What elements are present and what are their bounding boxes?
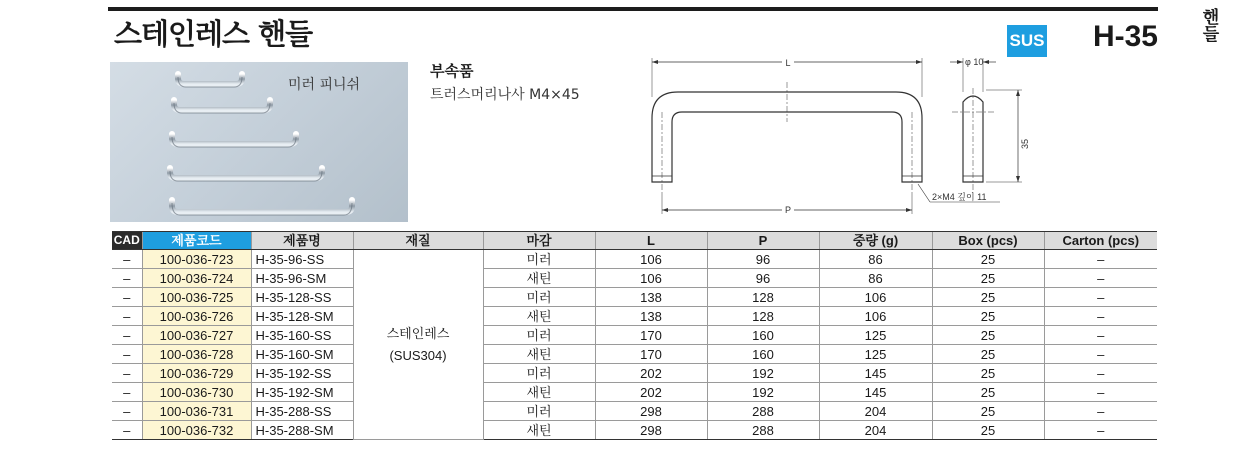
cad-cell: – bbox=[112, 383, 142, 402]
product-name-cell: H-35-160-SS bbox=[251, 326, 353, 345]
product-code-cell: 100-036-723 bbox=[142, 250, 251, 269]
box-cell: 25 bbox=[932, 402, 1044, 421]
finish-cell: 새틴 bbox=[483, 345, 595, 364]
cad-cell: – bbox=[112, 421, 142, 440]
top-rule bbox=[108, 7, 1158, 11]
cad-cell: – bbox=[112, 307, 142, 326]
product-name-cell: H-35-160-SM bbox=[251, 345, 353, 364]
l-cell: 170 bbox=[595, 345, 707, 364]
product-name-cell: H-35-192-SS bbox=[251, 364, 353, 383]
l-cell: 202 bbox=[595, 383, 707, 402]
product-code-cell: 100-036-724 bbox=[142, 269, 251, 288]
carton-cell: – bbox=[1044, 269, 1157, 288]
table-row bbox=[112, 421, 1157, 440]
product-name-cell: H-35-96-SS bbox=[251, 250, 353, 269]
p-cell: 128 bbox=[707, 307, 819, 326]
side-tab-char: 핸 bbox=[1202, 8, 1220, 28]
l-cell: 106 bbox=[595, 269, 707, 288]
side-tab-char: 들 bbox=[1202, 25, 1220, 45]
dim-label-diameter: φ 10 bbox=[965, 57, 984, 67]
finish-cell: 새틴 bbox=[483, 421, 595, 440]
col-header-weight: 중량 (g) bbox=[819, 232, 932, 250]
dim-label-l: L bbox=[785, 58, 791, 68]
carton-cell: – bbox=[1044, 421, 1157, 440]
accessory-item: 트러스머리나사 M4×45 bbox=[430, 87, 580, 103]
cad-cell: – bbox=[112, 326, 142, 345]
weight-cell: 145 bbox=[819, 383, 932, 402]
table-row bbox=[112, 364, 1157, 383]
weight-cell: 145 bbox=[819, 364, 932, 383]
material-cell bbox=[353, 250, 483, 440]
cad-cell: – bbox=[112, 269, 142, 288]
box-cell: 25 bbox=[932, 288, 1044, 307]
l-cell: 138 bbox=[595, 288, 707, 307]
p-cell: 128 bbox=[707, 288, 819, 307]
table-row bbox=[112, 250, 1157, 269]
product-name-cell: H-35-128-SM bbox=[251, 307, 353, 326]
l-cell: 106 bbox=[595, 250, 707, 269]
table-row bbox=[112, 326, 1157, 345]
handles-illustration bbox=[110, 62, 408, 222]
carton-cell: – bbox=[1044, 326, 1157, 345]
p-cell: 192 bbox=[707, 383, 819, 402]
col-header-l: L bbox=[595, 232, 707, 250]
spec-table bbox=[112, 231, 1157, 440]
finish-cell: 미러 bbox=[483, 402, 595, 421]
box-cell: 25 bbox=[932, 269, 1044, 288]
table-row bbox=[112, 307, 1157, 326]
cad-cell: – bbox=[112, 402, 142, 421]
l-cell: 202 bbox=[595, 364, 707, 383]
col-header-material: 재질 bbox=[353, 232, 483, 250]
technical-drawing bbox=[630, 52, 1040, 222]
photo-caption: 미러 피니쉬 bbox=[288, 77, 361, 93]
material-line: (SUS304) bbox=[389, 347, 447, 363]
carton-cell: – bbox=[1044, 345, 1157, 364]
p-cell: 192 bbox=[707, 364, 819, 383]
product-code-cell: 100-036-729 bbox=[142, 364, 251, 383]
product-code-cell: 100-036-730 bbox=[142, 383, 251, 402]
col-header-box: Box (pcs) bbox=[932, 232, 1044, 250]
material-badge: SUS bbox=[1007, 25, 1047, 57]
col-header-finish: 마감 bbox=[483, 232, 595, 250]
weight-cell: 125 bbox=[819, 345, 932, 364]
col-header-p: P bbox=[707, 232, 819, 250]
carton-cell: – bbox=[1044, 307, 1157, 326]
product-name-cell: H-35-288-SS bbox=[251, 402, 353, 421]
product-name-cell: H-35-288-SM bbox=[251, 421, 353, 440]
box-cell: 25 bbox=[932, 383, 1044, 402]
finish-cell: 미러 bbox=[483, 250, 595, 269]
page-title: 스테인레스 핸들 bbox=[114, 17, 313, 51]
carton-cell: – bbox=[1044, 364, 1157, 383]
box-cell: 25 bbox=[932, 307, 1044, 326]
p-cell: 160 bbox=[707, 326, 819, 345]
product-code-cell: 100-036-726 bbox=[142, 307, 251, 326]
finish-cell: 새틴 bbox=[483, 269, 595, 288]
cad-cell: – bbox=[112, 288, 142, 307]
accessory-title: 부속품 bbox=[430, 62, 474, 80]
l-cell: 298 bbox=[595, 421, 707, 440]
product-name-cell: H-35-96-SM bbox=[251, 269, 353, 288]
handle-front-view bbox=[652, 92, 922, 182]
product-code-cell: 100-036-732 bbox=[142, 421, 251, 440]
box-cell: 25 bbox=[932, 421, 1044, 440]
table-row bbox=[112, 402, 1157, 421]
weight-cell: 86 bbox=[819, 269, 932, 288]
product-name-cell: H-35-128-SS bbox=[251, 288, 353, 307]
weight-cell: 106 bbox=[819, 307, 932, 326]
product-code-cell: 100-036-727 bbox=[142, 326, 251, 345]
l-cell: 298 bbox=[595, 402, 707, 421]
dim-label-p: P bbox=[784, 205, 792, 215]
product-code-cell: 100-036-725 bbox=[142, 288, 251, 307]
box-cell: 25 bbox=[932, 364, 1044, 383]
carton-cell: – bbox=[1044, 250, 1157, 269]
weight-cell: 204 bbox=[819, 421, 932, 440]
col-header-carton: Carton (pcs) bbox=[1044, 232, 1157, 250]
product-photo bbox=[110, 62, 408, 222]
l-cell: 138 bbox=[595, 307, 707, 326]
side-category-tab bbox=[1196, 10, 1226, 44]
product-name-cell: H-35-192-SM bbox=[251, 383, 353, 402]
carton-cell: – bbox=[1044, 288, 1157, 307]
finish-cell: 미러 bbox=[483, 288, 595, 307]
finish-cell: 새틴 bbox=[483, 307, 595, 326]
p-cell: 288 bbox=[707, 402, 819, 421]
box-cell: 25 bbox=[932, 326, 1044, 345]
table-header-row bbox=[112, 232, 1157, 250]
table-row bbox=[112, 383, 1157, 402]
cad-cell: – bbox=[112, 364, 142, 383]
weight-cell: 86 bbox=[819, 250, 932, 269]
p-cell: 160 bbox=[707, 345, 819, 364]
table-row bbox=[112, 288, 1157, 307]
l-cell: 170 bbox=[595, 326, 707, 345]
col-header-code: 제품코드 bbox=[142, 232, 251, 250]
p-cell: 96 bbox=[707, 269, 819, 288]
finish-cell: 미러 bbox=[483, 326, 595, 345]
finish-cell: 미러 bbox=[483, 364, 595, 383]
weight-cell: 106 bbox=[819, 288, 932, 307]
carton-cell: – bbox=[1044, 383, 1157, 402]
product-code-cell: 100-036-731 bbox=[142, 402, 251, 421]
cad-cell: – bbox=[112, 250, 142, 269]
weight-cell: 125 bbox=[819, 326, 932, 345]
col-header-cad: CAD bbox=[112, 232, 142, 250]
hole-note: 2×M4 깊이 11 bbox=[932, 192, 987, 202]
p-cell: 96 bbox=[707, 250, 819, 269]
model-code: H-35 bbox=[1092, 20, 1158, 53]
p-cell: 288 bbox=[707, 421, 819, 440]
weight-cell: 204 bbox=[819, 402, 932, 421]
box-cell: 25 bbox=[932, 345, 1044, 364]
table-row bbox=[112, 345, 1157, 364]
col-header-name: 제품명 bbox=[251, 232, 353, 250]
product-code-cell: 100-036-728 bbox=[142, 345, 251, 364]
cad-cell: – bbox=[112, 345, 142, 364]
dim-label-height: 35 bbox=[1020, 138, 1030, 150]
material-line: 스테인레스 bbox=[386, 325, 450, 341]
finish-cell: 새틴 bbox=[483, 383, 595, 402]
box-cell: 25 bbox=[932, 250, 1044, 269]
table-row bbox=[112, 269, 1157, 288]
carton-cell: – bbox=[1044, 402, 1157, 421]
